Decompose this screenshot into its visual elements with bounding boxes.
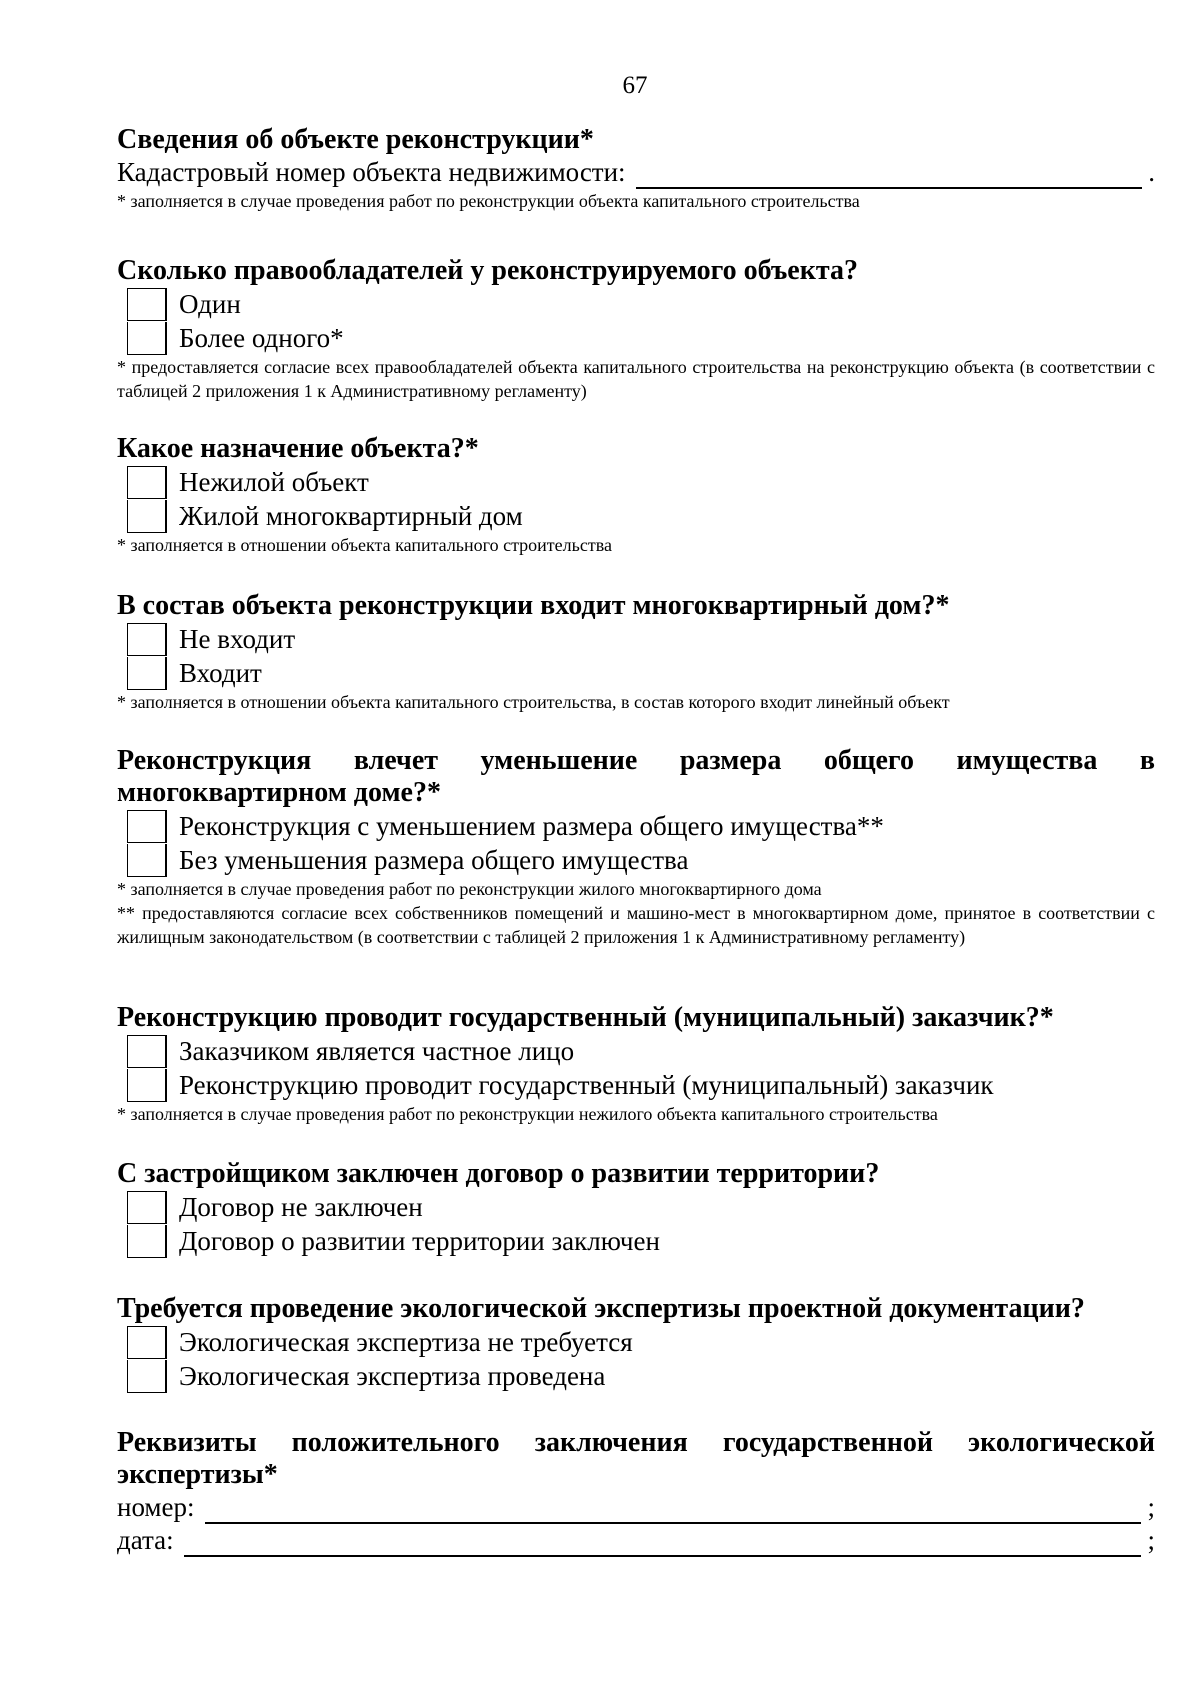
- ecology-section: [117, 1293, 1155, 1393]
- conclusion-date-field: [117, 1524, 1155, 1557]
- ecology-option-not-required: [117, 1325, 1155, 1359]
- conclusion-date-input[interactable]: [184, 1529, 1142, 1557]
- purpose-title: Какое назначение объекта?*: [117, 433, 479, 464]
- purpose-option-nonresidential: [117, 465, 1155, 499]
- checkbox[interactable]: [127, 322, 167, 355]
- page-number: 67: [622, 72, 648, 99]
- checkbox[interactable]: [127, 1035, 167, 1068]
- apartment-building-note: * заполняется в отношении объекта капитального строительства, в состав которого входит линейный объект: [117, 692, 950, 712]
- conclusion-number-field: [117, 1491, 1155, 1524]
- checkbox[interactable]: [127, 657, 167, 690]
- common-property-title-line1: Реконструкция влечет уменьшение размера общего имущества в: [117, 745, 1155, 776]
- checkbox[interactable]: [127, 466, 167, 499]
- ecology-details-section: [117, 1427, 1155, 1557]
- object-info-note: * заполняется в случае проведения работ по реконструкции объекта капитального строительства: [117, 191, 860, 211]
- option-label: Входит: [179, 658, 262, 688]
- common-property-section: [117, 745, 1155, 949]
- territory-option-not-concluded: [117, 1190, 1155, 1224]
- option-label: Заказчиком является частное лицо: [179, 1036, 575, 1066]
- apartment-building-title: В состав объекта реконструкции входит многоквартирный дом?*: [117, 590, 950, 621]
- option-label: Без уменьшения размера общего имущества: [179, 845, 689, 875]
- option-label: Не входит: [179, 624, 296, 654]
- option-label: Более одного*: [179, 323, 344, 353]
- checkbox[interactable]: [127, 288, 167, 321]
- common-property-option-reduction: [117, 809, 1155, 843]
- conclusion-number-label: номер:: [117, 1492, 195, 1522]
- checkbox[interactable]: [127, 1326, 167, 1359]
- checkbox[interactable]: [127, 623, 167, 656]
- common-property-note1: * заполняется в случае проведения работ по реконструкции жилого многоквартирного дома: [117, 879, 822, 899]
- checkbox[interactable]: [127, 500, 167, 533]
- checkbox[interactable]: [127, 1191, 167, 1224]
- owners-title: Сколько правообладателей у реконструируемого объекта?: [117, 255, 858, 286]
- ecology-option-done: [117, 1359, 1155, 1393]
- common-property-option-no-reduction: [117, 843, 1155, 877]
- ecology-details-title-line1: Реквизиты положительного заключения государственной экологической: [117, 1427, 1155, 1458]
- territory-option-concluded: [117, 1224, 1155, 1258]
- checkbox[interactable]: [127, 1360, 167, 1393]
- customer-option-private: [117, 1034, 1155, 1068]
- checkbox[interactable]: [127, 810, 167, 843]
- owners-note: * предоставляется согласие всех правообладателей объекта капитального строительства на реконструкцию объекта (в соответствии с таблицей 2 приложения 1 к Административному регламенту): [117, 357, 1155, 401]
- checkbox[interactable]: [127, 1225, 167, 1258]
- option-label: Один: [179, 289, 241, 319]
- common-property-title-line2: многоквартирном доме?*: [117, 777, 441, 808]
- apartment-option-included: [117, 656, 1155, 690]
- territory-title: С застройщиком заключен договор о развитии территории?: [117, 1158, 880, 1189]
- option-label: Жилой многоквартирный дом: [179, 501, 523, 531]
- checkbox[interactable]: [127, 1069, 167, 1102]
- option-label: Договор о развитии территории заключен: [179, 1226, 660, 1256]
- conclusion-number-input[interactable]: [205, 1496, 1142, 1524]
- apartment-option-not-included: [117, 622, 1155, 656]
- option-label: Договор не заключен: [179, 1192, 423, 1222]
- cadastral-end-mark: .: [1148, 157, 1155, 187]
- purpose-section: [117, 433, 1155, 557]
- purpose-note: * заполняется в отношении объекта капитального строительства: [117, 535, 612, 555]
- conclusion-date-label: дата:: [117, 1525, 174, 1555]
- common-property-note2: ** предоставляются согласие всех собственников помещений и машино-мест в многоквартирном доме, принятое в соответствии с жилищным законодательством (в соответствии с таблицей 2 приложения 1 к Административному регламенту): [117, 903, 1155, 947]
- customer-section: [117, 1002, 1155, 1126]
- cadastral-number-input[interactable]: [636, 161, 1143, 189]
- ecology-title: Требуется проведение экологической экспертизы проектной документации?: [117, 1293, 1085, 1324]
- option-label: Реконструкция с уменьшением размера общего имущества**: [179, 811, 884, 841]
- owners-option-one: [117, 287, 1155, 321]
- customer-option-state: [117, 1068, 1155, 1102]
- purpose-option-apartment: [117, 499, 1155, 533]
- object-info-title: Сведения об объекте реконструкции*: [117, 124, 594, 155]
- customer-title: Реконструкцию проводит государственный (муниципальный) заказчик?*: [117, 1002, 1054, 1033]
- owners-section: [117, 255, 1155, 403]
- owners-option-many: [117, 321, 1155, 355]
- field-end-mark: ;: [1147, 1492, 1155, 1522]
- territory-section: [117, 1158, 1155, 1258]
- apartment-building-section: [117, 590, 1155, 714]
- cadastral-number-label: Кадастровый номер объекта недвижимости:: [117, 157, 626, 187]
- field-end-mark: ;: [1147, 1525, 1155, 1555]
- option-label: Экологическая экспертиза проведена: [179, 1361, 606, 1391]
- ecology-details-title-line2: экспертизы*: [117, 1459, 278, 1490]
- checkbox[interactable]: [127, 844, 167, 877]
- object-info-section: [117, 124, 1155, 213]
- option-label: Экологическая экспертиза не требуется: [179, 1327, 633, 1357]
- option-label: Нежилой объект: [179, 467, 369, 497]
- customer-note: * заполняется в случае проведения работ по реконструкции нежилого объекта капитального строительства: [117, 1104, 938, 1124]
- cadastral-number-field: [117, 156, 1155, 189]
- option-label: Реконструкцию проводит государственный (муниципальный) заказчик: [179, 1070, 994, 1100]
